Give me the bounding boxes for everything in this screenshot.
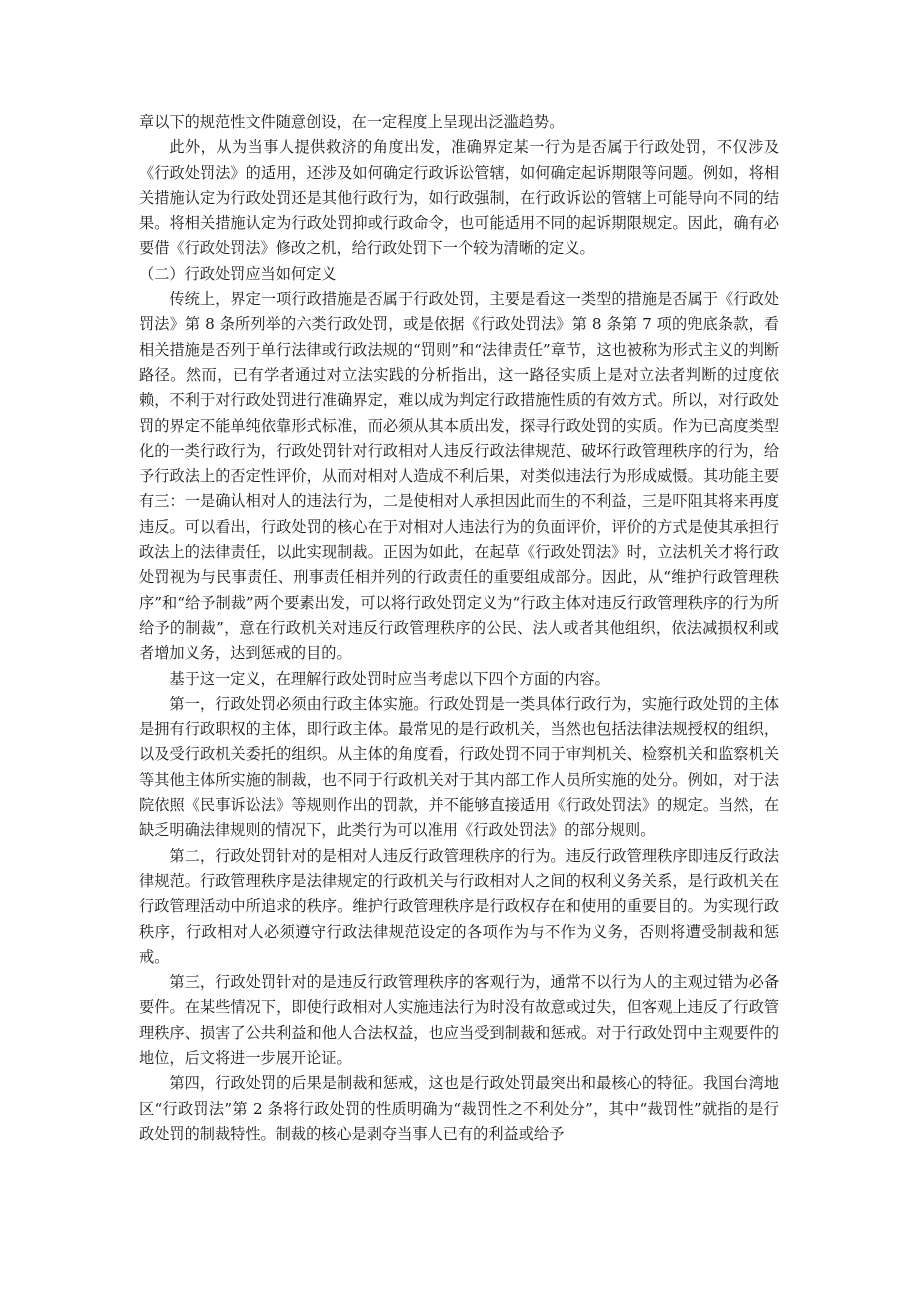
paragraph-continuation: 章以下的规范性文件随意创设，在一定程度上呈现出泛滥趋势。	[139, 113, 565, 131]
paragraph-traditional-definition: 传统上，界定一项行政措施是否属于行政处罚，主要是看这一类型的措施是否属于《行政处罚法》第 8 条所列举的六类行政处罚，或是依据《行政处罚法》第 8 条第 7 项的兜底条款，看相关措施是否列于单行法律或行政法规的“罚则”和“法律责任”章节，这也被称为形式主义的判断路径。然而，已有学者通过对立法实践的分析指出，这一路径实质上是对立法者判断的过度依赖，不利于对行政处罚进行准确界定，难以成为判定行政措施性质的有效方式。所以，对行政处罚的界定不能单纯依靠形式标准，而必须从其本质出发，探寻行政处罚的实质。作为已高度类型化的一类行政行为，行政处罚针对行政相对人违反行政法律规范、破坏行政管理秩序的行为，给予行政法上的否定性评价，从而对相对人造成不利后果，对类似违法行为形成威慑。其功能主要有三：一是确认相对人的违法行为，二是使相对人承担因此而生的不利益，三是吓阻其将来再度违反。可以看出，行政处罚的核心在于对相对人违法行为的负面评价，评价的方式是使其承担行政法上的法律责任，以此实现制裁。正因为如此，在起草《行政处罚法》时，立法机关才将行政处罚视为与民事责任、刑事责任相并列的行政责任的重要组成部分。因此，从“维护行政管理秩序”和“给予制裁”两个要素出发，可以将行政处罚定义为“行政主体对违反行政管理秩序的行为所给予的制裁”，意在行政机关对违反行政管理秩序的公民、法人或者其他组织，依法减损权利或者增加义务，达到惩戒的目的。	[139, 290, 779, 663]
section-heading: （二）行政处罚应当如何定义	[139, 264, 337, 283]
paragraph-third-point: 第三，行政处罚针对的是违反行政管理秩序的客观行为，通常不以行为人的主观过错为必备要件。在某些情况下，即使行政相对人实施违法行为时没有故意或过失，但客观上违反了行政管理秩序、损害了公共利益和他人合法权益，也应当受到制裁和惩戒。对于行政处罚中主观要件的地位，后文将进一步展开论证。	[139, 973, 779, 1067]
paragraph-remedy: 此外，从为当事人提供救济的角度出发，准确界定某一行为是否属于行政处罚，不仅涉及《行政处罚法》的适用，还涉及如何确定行政诉讼管辖，如何确定起诉期限等问题。例如，将相关措施认定为行政处罚还是其他行政行为，如行政强制，在行政诉讼的管辖上可能导向不同的结果。将相关措施认定为行政处罚抑或行政命令，也可能适用不同的起诉期限规定。因此，确有必要借《行政处罚法》修改之机，给行政处罚下一个较为清晰的定义。	[139, 138, 779, 258]
paragraph-fourth-point: 第四，行政处罚的后果是制裁和惩戒，这也是行政处罚最突出和最核心的特征。我国台湾地区“行政罚法”第 2 条将行政处罚的性质明确为“裁罚性之不利处分”，其中“裁罚性”就指的是行政处罚的制裁特性。制裁的核心是剥夺当事人已有的利益或给予	[139, 1074, 779, 1143]
paragraph-first-point: 第一，行政处罚必须由行政主体实施。行政处罚是一类具体行政行为，实施行政处罚的主体是拥有行政职权的主体，即行政主体。最常见的是行政机关，当然也包括法律法规授权的组织，以及受行政机关委托的组织。从主体的角度看，行政处罚不同于审判机关、检察机关和监察机关等其他主体所实施的制裁，也不同于行政机关对于其内部工作人员所实施的处分。例如，对于法院依照《民事诉讼法》等规则作出的罚款，并不能够直接适用《行政处罚法》的规定。当然，在缺乏明确法律规则的情况下，此类行为可以准用《行政处罚法》的部分规则。	[139, 694, 779, 840]
paragraph-second-point: 第二，行政处罚针对的是相对人违反行政管理秩序的行为。违反行政管理秩序即违反行政法律规范。行政管理秩序是法律规定的行政机关与行政相对人之间的权利义务关系，是行政机关在行政管理活动中所追求的秩序。维护行政管理秩序是行政权存在和使用的重要目的。为实现行政秩序，行政相对人必须遵守行政法律规范设定的各项作为与不作为义务，否则将遭受制裁和惩戒。	[139, 846, 779, 966]
document-body	[139, 110, 779, 1147]
paragraph-definition-basis: 基于这一定义，在理解行政处罚时应当考虑以下四个方面的内容。	[169, 669, 610, 688]
